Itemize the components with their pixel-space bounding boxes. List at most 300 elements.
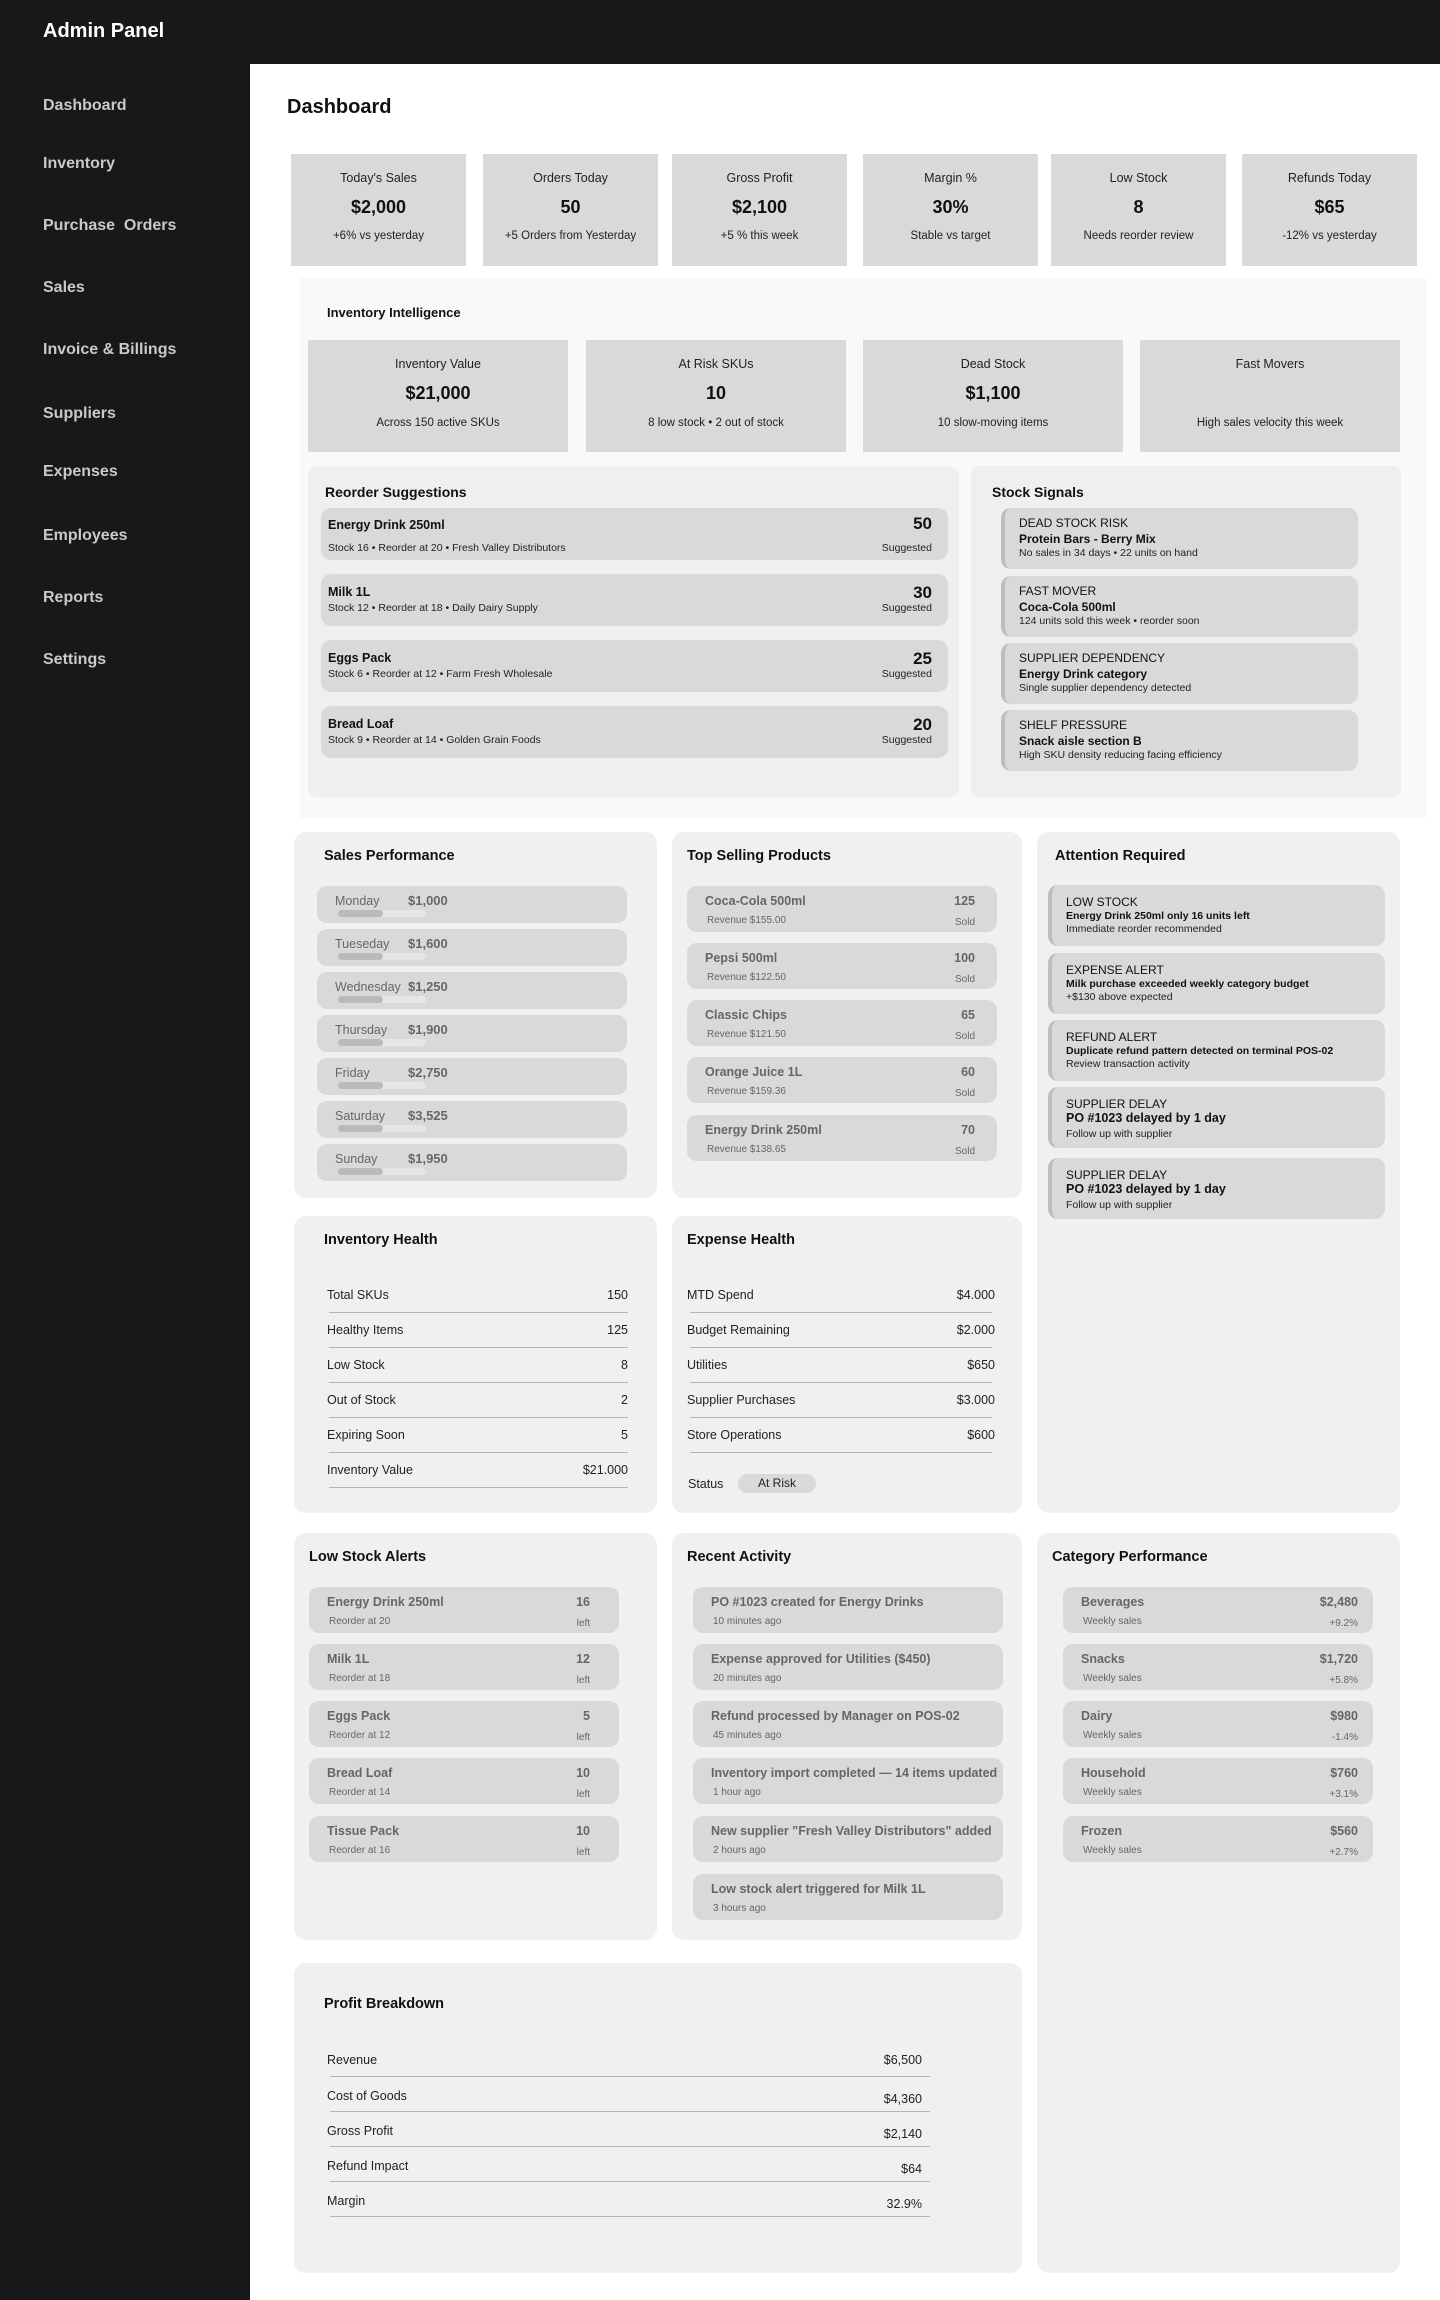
activity-row[interactable] <box>693 1701 1003 1747</box>
kpi-orders-today <box>483 154 658 266</box>
sales-performance-title: Sales Performance <box>324 848 455 864</box>
card-value: $1,100 <box>965 383 1021 403</box>
sidebar-item-employees[interactable]: Employees <box>43 527 128 544</box>
card-value: $21,000 <box>405 383 471 403</box>
day-label: Monday <box>335 894 380 908</box>
low-stock-row[interactable] <box>309 1816 619 1862</box>
activity-text: Refund processed by Manager on POS-02 <box>711 1709 960 1723</box>
category-value: $2,480 <box>1319 1595 1358 1609</box>
item-reorder: Reorder at 14 <box>329 1787 391 1798</box>
activity-text: Low stock alert triggered for Milk 1L <box>711 1882 926 1896</box>
row-value: 5 <box>621 1428 628 1442</box>
activity-row[interactable] <box>693 1644 1003 1690</box>
category-change: +3.1% <box>1329 1789 1358 1800</box>
category-change: +9.2% <box>1329 1618 1358 1629</box>
profit-row <box>327 2112 930 2147</box>
product-revenue: Revenue $122.50 <box>707 972 786 983</box>
activity-time: 20 minutes ago <box>713 1673 782 1684</box>
sales-day-row[interactable] <box>317 972 627 1009</box>
day-value: $1,900 <box>408 1022 448 1037</box>
row-label: Revenue <box>327 2053 378 2067</box>
row-label: Expiring Soon <box>327 1428 405 1442</box>
product-name: Coca-Cola 500ml <box>705 894 806 908</box>
item-left-label: left <box>576 1618 590 1629</box>
expense-health-row <box>687 1313 995 1348</box>
sales-day-row[interactable] <box>317 929 627 966</box>
inventory-health-title: Inventory Health <box>324 1232 438 1248</box>
reorder-item[interactable] <box>321 640 948 692</box>
row-label: Out of Stock <box>327 1393 396 1407</box>
item-left-label: left <box>576 1847 590 1858</box>
alert-type: SUPPLIER DELAY <box>1066 1097 1168 1111</box>
category-value: $980 <box>1330 1709 1358 1723</box>
day-value: $1,600 <box>408 936 448 951</box>
row-value: $3.000 <box>956 1393 995 1407</box>
category-change: +5.8% <box>1329 1675 1358 1686</box>
product-sold-label: Sold <box>954 1088 975 1099</box>
card-label: Inventory Value <box>395 357 481 371</box>
low-stock-row[interactable] <box>309 1644 619 1690</box>
kpi-sub: Stable vs target <box>910 230 991 242</box>
kpi-todays-sales <box>291 154 466 266</box>
activity-time: 2 hours ago <box>713 1845 766 1856</box>
row-value: 8 <box>621 1358 628 1372</box>
progress-track <box>338 996 426 1003</box>
kpi-sub: +5 % this week <box>720 230 799 242</box>
kpi-sub: Needs reorder review <box>1083 230 1194 242</box>
alert-type: EXPENSE ALERT <box>1066 963 1164 977</box>
profit-row <box>327 2182 930 2217</box>
kpi-value: 30% <box>932 197 969 217</box>
card-label: At Risk SKUs <box>678 357 754 371</box>
category-sub: Weekly sales <box>1083 1730 1142 1741</box>
card-label: Dead Stock <box>960 357 1026 371</box>
row-label: Store Operations <box>687 1428 782 1442</box>
item-left-label: left <box>576 1732 590 1743</box>
kpi-sub: -12% vs yesterday <box>1282 230 1377 242</box>
row-label: Budget Remaining <box>687 1323 790 1337</box>
sales-day-row[interactable] <box>317 1015 627 1052</box>
profit-breakdown-title: Profit Breakdown <box>324 1996 445 2012</box>
progress-track <box>338 1125 426 1132</box>
category-row[interactable] <box>1063 1644 1373 1690</box>
progress-track <box>338 1082 426 1089</box>
day-label: Tueseday <box>335 937 390 951</box>
signal-detail: High SKU density reducing facing efficiency <box>1019 749 1222 761</box>
alert-type: LOW STOCK <box>1066 895 1138 909</box>
kpi-value: 8 <box>1133 197 1144 217</box>
day-value: $1,000 <box>408 893 448 908</box>
top-selling-title: Top Selling Products <box>687 848 831 864</box>
product-revenue: Revenue $159.36 <box>707 1086 786 1097</box>
product-sold-label: Sold <box>954 1031 975 1042</box>
row-value: $600 <box>967 1428 995 1442</box>
progress-track <box>338 1168 426 1175</box>
low-stock-row[interactable] <box>309 1587 619 1633</box>
kpi-label: Gross Profit <box>726 171 793 185</box>
alert-detail: +$130 above expected <box>1066 991 1173 1003</box>
day-value: $3,525 <box>408 1108 448 1123</box>
sidebar-item-reports[interactable]: Reports <box>43 589 104 606</box>
row-label: Gross Profit <box>327 2124 393 2138</box>
sidebar-item-expenses[interactable]: Expenses <box>43 463 118 480</box>
category-row[interactable] <box>1063 1758 1373 1804</box>
alert-subject: Milk purchase exceeded weekly category budget <box>1066 978 1309 990</box>
reorder-item-name: Eggs Pack <box>328 651 392 665</box>
sidebar <box>0 64 250 2300</box>
attention-alert-item[interactable] <box>1048 1020 1385 1081</box>
progress-fill <box>338 996 383 1003</box>
sidebar-item-inventory[interactable]: Inventory <box>43 155 116 172</box>
row-value: $6,500 <box>883 2053 922 2067</box>
reorder-item-meta: Stock 6 • Reorder at 12 • Farm Fresh Wholesale <box>328 668 553 680</box>
row-label: Supplier Purchases <box>687 1393 796 1407</box>
category-name: Beverages <box>1081 1595 1145 1609</box>
signal-type: DEAD STOCK RISK <box>1019 516 1129 530</box>
signal-type: SHELF PRESSURE <box>1019 718 1128 732</box>
top-product-row[interactable] <box>687 943 997 989</box>
product-name: Pepsi 500ml <box>705 951 778 965</box>
card-sub: 8 low stock • 2 out of stock <box>648 417 784 429</box>
sales-day-row[interactable] <box>317 1144 627 1181</box>
reorder-item-name: Milk 1L <box>328 585 371 599</box>
card-value: 10 <box>705 383 727 403</box>
row-value: $64 <box>901 2162 922 2176</box>
activity-row[interactable] <box>693 1758 1003 1804</box>
inventory-intelligence-title: Inventory Intelligence <box>327 305 461 320</box>
product-qty: 65 <box>961 1008 975 1022</box>
inventory-health-row <box>329 1348 628 1383</box>
category-change: -1.4% <box>1331 1732 1358 1743</box>
row-value: $21.000 <box>582 1463 628 1477</box>
category-sub: Weekly sales <box>1083 1787 1142 1798</box>
progress-track <box>338 910 426 917</box>
signal-detail: No sales in 34 days • 22 units on hand <box>1019 547 1198 559</box>
row-label: Inventory Value <box>327 1463 413 1477</box>
alert-detail: Review transaction activity <box>1066 1058 1190 1070</box>
reorder-item-qty: 30 <box>913 583 932 602</box>
product-revenue: Revenue $138.65 <box>707 1144 786 1155</box>
product-revenue: Revenue $155.00 <box>707 915 786 926</box>
attention-alert-item[interactable] <box>1048 1158 1385 1219</box>
row-label: Cost of Goods <box>327 2089 407 2103</box>
stock-signal-item[interactable] <box>1001 643 1358 704</box>
inventory-health-row <box>329 1278 628 1313</box>
signal-subject: Protein Bars - Berry Mix <box>1019 532 1156 546</box>
alert-detail: Follow up with supplier <box>1066 1199 1173 1211</box>
reorder-item-name: Energy Drink 250ml <box>328 518 445 532</box>
card-sub: Across 150 active SKUs <box>376 417 500 429</box>
signal-type: FAST MOVER <box>1019 584 1097 598</box>
intel-card-inventory-value <box>308 340 568 452</box>
card-label: Fast Movers <box>1235 357 1305 371</box>
kpi-value: 50 <box>560 197 581 217</box>
kpi-label: Orders Today <box>533 171 608 185</box>
row-label: Utilities <box>687 1358 728 1372</box>
sales-day-row[interactable] <box>317 1058 627 1095</box>
intel-card-fast-movers <box>1140 340 1400 452</box>
sales-day-row[interactable] <box>317 1101 627 1138</box>
product-sold-label: Sold <box>954 1146 975 1157</box>
alert-type: SUPPLIER DELAY <box>1066 1168 1168 1182</box>
sales-day-row[interactable] <box>317 886 627 923</box>
sidebar-item-settings[interactable]: Settings <box>43 651 107 668</box>
card-sub: High sales velocity this week <box>1196 417 1344 429</box>
category-row[interactable] <box>1063 1701 1373 1747</box>
row-value: 32.9% <box>886 2197 922 2211</box>
reorder-item-qty: 50 <box>913 514 932 533</box>
inventory-health-row <box>329 1313 628 1348</box>
kpi-margin <box>863 154 1038 266</box>
product-sold-label: Sold <box>954 917 975 928</box>
kpi-value: $65 <box>1314 197 1345 217</box>
reorder-item[interactable] <box>321 508 948 560</box>
item-qty: 12 <box>576 1652 590 1666</box>
expense-health-title: Expense Health <box>687 1232 795 1248</box>
category-value: $1,720 <box>1319 1652 1358 1666</box>
product-qty: 125 <box>954 894 975 908</box>
progress-fill <box>338 1082 383 1089</box>
product-qty: 70 <box>961 1123 975 1137</box>
row-label: Refund Impact <box>327 2159 409 2173</box>
item-name: Eggs Pack <box>327 1709 391 1723</box>
attention-alert-item[interactable] <box>1048 885 1385 946</box>
row-value: $2.000 <box>956 1323 995 1337</box>
activity-row[interactable] <box>693 1816 1003 1862</box>
category-name: Snacks <box>1081 1652 1125 1666</box>
progress-fill <box>338 1039 383 1046</box>
row-label: Healthy Items <box>327 1323 404 1337</box>
kpi-label: Low Stock <box>1109 171 1168 185</box>
activity-text: PO #1023 created for Energy Drinks <box>711 1595 924 1609</box>
expense-health-row <box>687 1383 995 1418</box>
alert-detail: Follow up with supplier <box>1066 1128 1173 1140</box>
day-label: Thursday <box>335 1023 388 1037</box>
stock-signals-title: Stock Signals <box>992 484 1084 500</box>
row-value: 125 <box>607 1323 628 1337</box>
item-name: Energy Drink 250ml <box>327 1595 444 1609</box>
kpi-value: $2,000 <box>350 197 407 217</box>
category-value: $560 <box>1330 1824 1358 1838</box>
category-row[interactable] <box>1063 1816 1373 1862</box>
progress-fill <box>338 1125 383 1132</box>
category-name: Dairy <box>1081 1709 1113 1723</box>
reorder-item-meta: Stock 12 • Reorder at 18 • Daily Dairy Supply <box>328 602 538 614</box>
expense-health-row <box>687 1348 995 1383</box>
signal-subject: Snack aisle section B <box>1019 734 1142 748</box>
category-performance-title: Category Performance <box>1052 1549 1208 1565</box>
reorder-item-meta: Stock 9 • Reorder at 14 • Golden Grain Foods <box>328 734 541 746</box>
low-stock-row[interactable] <box>309 1701 619 1747</box>
product-qty: 60 <box>961 1065 975 1079</box>
expense-health-row <box>687 1418 995 1453</box>
item-name: Milk 1L <box>327 1652 370 1666</box>
category-sub: Weekly sales <box>1083 1845 1142 1856</box>
profit-row <box>327 2077 930 2112</box>
recent-activity-title: Recent Activity <box>687 1549 792 1565</box>
item-name: Tissue Pack <box>327 1824 400 1838</box>
intel-card-at-risk-skus <box>586 340 846 452</box>
activity-text: Inventory import completed — 14 items updated <box>711 1766 998 1780</box>
activity-time: 10 minutes ago <box>713 1616 782 1627</box>
reorder-item-meta: Stock 16 • Reorder at 20 • Fresh Valley Distributors <box>328 542 566 554</box>
alert-subject: Duplicate refund pattern detected on terminal POS-02 <box>1066 1045 1334 1057</box>
category-row[interactable] <box>1063 1587 1373 1633</box>
sidebar-item-sales[interactable]: Sales <box>43 279 85 296</box>
progress-fill <box>338 1168 383 1175</box>
reorder-item[interactable] <box>321 574 948 626</box>
activity-row[interactable] <box>693 1587 1003 1633</box>
item-left-label: left <box>576 1675 590 1686</box>
expense-health-row <box>687 1278 995 1313</box>
sidebar-item-suppliers[interactable]: Suppliers <box>43 405 116 422</box>
inventory-health-row <box>329 1453 628 1488</box>
activity-time: 3 hours ago <box>713 1903 766 1914</box>
reorder-item[interactable] <box>321 706 948 758</box>
row-value: 2 <box>621 1393 628 1407</box>
signal-subject: Coca-Cola 500ml <box>1019 600 1116 614</box>
reorder-item-qty: 20 <box>913 715 932 734</box>
activity-row[interactable] <box>693 1874 1003 1920</box>
activity-text: New supplier "Fresh Valley Distributors" added <box>711 1824 992 1838</box>
item-reorder: Reorder at 18 <box>329 1673 391 1684</box>
reorder-item-suggested-label: Suggested <box>881 734 932 746</box>
row-value: $4.000 <box>956 1288 995 1302</box>
reorder-item-suggested-label: Suggested <box>881 602 932 614</box>
kpi-sub: +6% vs yesterday <box>332 230 425 242</box>
alert-subject: PO #1023 delayed by 1 day <box>1066 1111 1226 1125</box>
activity-text: Expense approved for Utilities ($450) <box>711 1652 931 1666</box>
reorder-item-qty: 25 <box>913 649 932 668</box>
low-stock-alerts-title: Low Stock Alerts <box>309 1549 427 1565</box>
progress-track <box>338 1039 426 1046</box>
item-qty: 16 <box>576 1595 590 1609</box>
row-label: Margin <box>327 2194 366 2208</box>
stock-signal-item[interactable] <box>1001 508 1358 569</box>
reorder-item-suggested-label: Suggested <box>881 668 932 680</box>
app-title: Admin Panel <box>43 20 165 42</box>
day-value: $1,250 <box>408 979 448 994</box>
kpi-sub: +5 Orders from Yesterday <box>504 230 637 242</box>
day-label: Sunday <box>335 1152 378 1166</box>
alert-subject: PO #1023 delayed by 1 day <box>1066 1182 1226 1196</box>
category-name: Frozen <box>1081 1824 1122 1838</box>
sidebar-item-invoice-billings[interactable]: Invoice & Billings <box>43 341 177 358</box>
signal-type: SUPPLIER DEPENDENCY <box>1019 651 1166 665</box>
progress-fill <box>338 953 383 960</box>
item-reorder: Reorder at 16 <box>329 1845 391 1856</box>
attention-alert-item[interactable] <box>1048 1087 1385 1148</box>
activity-time: 45 minutes ago <box>713 1730 782 1741</box>
row-value: $4,360 <box>883 2092 922 2106</box>
item-reorder: Reorder at 20 <box>329 1616 391 1627</box>
kpi-label: Today's Sales <box>340 171 417 185</box>
inventory-health-row <box>329 1418 628 1453</box>
item-qty: 10 <box>576 1824 590 1838</box>
row-value: $650 <box>967 1358 995 1372</box>
kpi-value: $2,100 <box>731 197 788 217</box>
card-value <box>1140 383 1400 405</box>
category-sub: Weekly sales <box>1083 1616 1142 1627</box>
row-label: Low Stock <box>327 1358 385 1372</box>
kpi-gross-profit <box>672 154 847 266</box>
top-bar <box>0 0 1440 64</box>
kpi-label: Refunds Today <box>1287 171 1372 185</box>
attention-alert-item[interactable] <box>1048 953 1385 1014</box>
day-value: $1,950 <box>408 1151 448 1166</box>
product-name: Energy Drink 250ml <box>705 1123 822 1137</box>
stock-signal-item[interactable] <box>1001 576 1358 637</box>
alert-detail: Immediate reorder recommended <box>1066 923 1222 935</box>
expense-status-badge: At Risk <box>738 1474 816 1493</box>
item-reorder: Reorder at 12 <box>329 1730 391 1741</box>
category-value: $760 <box>1330 1766 1358 1780</box>
profit-row <box>327 2041 930 2077</box>
item-name: Bread Loaf <box>327 1766 393 1780</box>
page-title: Dashboard <box>287 96 392 118</box>
alert-type: REFUND ALERT <box>1066 1030 1158 1044</box>
low-stock-row[interactable] <box>309 1758 619 1804</box>
row-value: 150 <box>607 1288 628 1302</box>
kpi-refunds-today <box>1242 154 1417 266</box>
inventory-health-row <box>329 1383 628 1418</box>
item-left-label: left <box>576 1789 590 1800</box>
kpi-low-stock <box>1051 154 1226 266</box>
top-product-row[interactable] <box>687 886 997 932</box>
progress-fill <box>338 910 383 917</box>
signal-detail: 124 units sold this week • reorder soon <box>1019 615 1200 627</box>
card-sub: 10 slow-moving items <box>937 417 1049 429</box>
day-label: Friday <box>335 1066 370 1080</box>
intel-card-dead-stock <box>863 340 1123 452</box>
category-name: Household <box>1081 1766 1146 1780</box>
top-product-row[interactable] <box>687 1000 997 1046</box>
item-qty: 5 <box>583 1709 590 1723</box>
category-change: +2.7% <box>1329 1847 1358 1858</box>
reorder-item-suggested-label: Suggested <box>881 542 932 554</box>
top-product-row[interactable] <box>687 1057 997 1103</box>
profit-row <box>327 2147 930 2182</box>
kpi-label: Margin % <box>924 171 977 185</box>
activity-time: 1 hour ago <box>713 1787 761 1798</box>
signal-detail: Single supplier dependency detected <box>1019 682 1192 694</box>
alert-subject: Energy Drink 250ml only 16 units left <box>1066 910 1250 922</box>
top-product-row[interactable] <box>687 1115 997 1161</box>
expense-status-label: Status <box>688 1477 724 1491</box>
product-revenue: Revenue $121.50 <box>707 1029 786 1040</box>
day-label: Wednesday <box>335 980 401 994</box>
attention-required-title: Attention Required <box>1055 848 1186 864</box>
reorder-suggestions-title: Reorder Suggestions <box>325 484 467 500</box>
row-label: MTD Spend <box>687 1288 754 1302</box>
item-qty: 10 <box>576 1766 590 1780</box>
sidebar-item-dashboard[interactable]: Dashboard <box>43 97 127 114</box>
day-label: Saturday <box>335 1109 386 1123</box>
row-value: $2,140 <box>883 2127 922 2141</box>
product-qty: 100 <box>954 951 975 965</box>
category-sub: Weekly sales <box>1083 1673 1142 1684</box>
stock-signal-item[interactable] <box>1001 710 1358 771</box>
product-name: Classic Chips <box>705 1008 787 1022</box>
reorder-item-name: Bread Loaf <box>328 717 394 731</box>
signal-subject: Energy Drink category <box>1019 667 1148 681</box>
sidebar-item-purchase-orders[interactable]: Purchase Orders <box>43 217 177 234</box>
product-name: Orange Juice 1L <box>705 1065 803 1079</box>
day-value: $2,750 <box>408 1065 448 1080</box>
product-sold-label: Sold <box>954 974 975 985</box>
progress-track <box>338 953 426 960</box>
row-label: Total SKUs <box>327 1288 389 1302</box>
